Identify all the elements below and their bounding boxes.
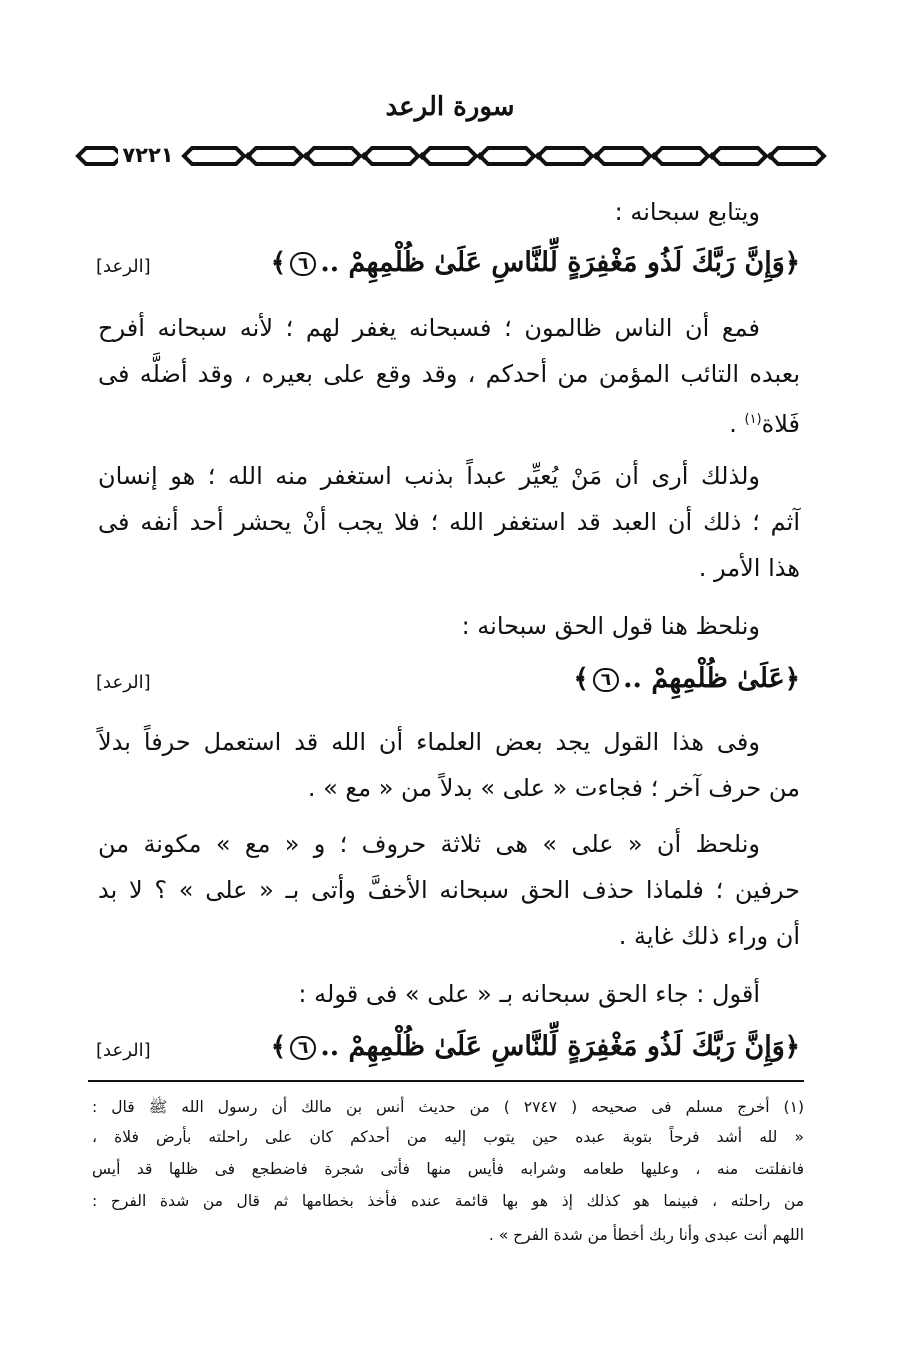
verse-open-bracket: ﴿ <box>784 1032 800 1062</box>
verse-open-bracket: ﴿ <box>784 664 800 694</box>
footnote-marker: (١) <box>744 412 762 427</box>
quran-verse-1 <box>271 246 800 280</box>
paragraph-line: أقول : جاء الحق سبحانه بـ « على » فى قوله : <box>298 980 760 1008</box>
paragraph-line: أن وراء ذلك غاية . <box>618 922 800 950</box>
verse-close-bracket: ﴾ <box>270 248 286 278</box>
verse-text: عَلَىٰ ظُلْمِهِمْ .. <box>623 663 785 694</box>
paragraph-line <box>98 404 800 440</box>
surah-reference: [الرعد] <box>96 256 151 277</box>
surah-header-title: سورة الرعد <box>385 92 515 122</box>
verse-text: وَإِنَّ رَبَّكَ لَذُو مَغْفِرَةٍ لِّلنَّاسِ عَلَىٰ ظُلْمِهِمْ .. <box>320 1031 785 1062</box>
paragraph-punct: . <box>729 410 745 438</box>
paragraph-line: حرفين ؛ فلماذا حذف الحق سبحانه الأخفَّ وأتى بـ « على » ؟ لا بد <box>98 876 800 904</box>
paragraph-word: فَلاة <box>761 410 800 438</box>
verse-text: وَإِنَّ رَبَّكَ لَذُو مَغْفِرَةٍ لِّلنَّاسِ عَلَىٰ ظُلْمِهِمْ .. <box>320 247 785 278</box>
surah-reference: [الرعد] <box>96 1040 151 1061</box>
paragraph-line: بعبده التائب المؤمن من أحدكم ، وقد وقع على بعيره ، وقد أضلَّه فى <box>98 360 800 388</box>
footnote-line: فانفلتت منه ، وعليها طعامه وشرابه فأيس منها فأتى شجرة فاضطجع فى ظلها قد أيس <box>92 1160 804 1178</box>
paragraph-line: فمع أن الناس ظالمون ؛ فسبحانه يغفر لهم ؛ لأنه سبحانه أفرح <box>98 314 760 342</box>
footnote-line: اللهم أنت عبدى وأنا ربك أخطأ من شدة الفرح » . <box>488 1226 804 1244</box>
paragraph-line: ولذلك أرى أن مَنْ يُعيِّر عبداً بذنب استغفر منه الله ؛ هو إنسان <box>98 462 760 490</box>
page-number: ٧٢٢١ <box>118 143 178 167</box>
verse-close-bracket: ﴾ <box>573 664 589 694</box>
verse-open-bracket: ﴿ <box>784 248 800 278</box>
paragraph-line: وفى هذا القول يجد بعض العلماء أن الله قد استعمل حرفاً بدلاً <box>98 728 760 756</box>
verse-number-badge: ٦ <box>290 252 316 276</box>
verse-number-badge: ٦ <box>593 668 619 692</box>
paragraph-line: من حرف آخر ؛ فجاءت « على » بدلاً من « مع » . <box>307 774 800 802</box>
paragraph-line: هذا الأمر . <box>698 554 800 582</box>
verse-number-badge: ٦ <box>290 1036 316 1060</box>
paragraph-line: آثم ؛ ذلك أن العبد قد استغفر الله ؛ فلا يجب أنْ يحشر أحد أنفه فى <box>98 508 800 536</box>
intro-line: ويتابع سبحانه : <box>614 198 760 226</box>
footnote-divider <box>88 1080 804 1082</box>
paragraph-line: ونلحظ أن « على » هى ثلاثة حروف ؛ و « مع » مكونة من <box>98 830 760 858</box>
ornament-chain-icon <box>72 142 834 170</box>
footnote-line: (١) أخرج مسلم فى صحيحه ( ٢٧٤٧ ) من حديث أنس بن مالك أن رسول الله ﷺ قال : <box>92 1098 805 1116</box>
header-ornament-border <box>72 142 834 170</box>
quran-verse-3 <box>271 1030 800 1064</box>
verse-close-bracket: ﴾ <box>270 1032 286 1062</box>
surah-reference: [الرعد] <box>96 672 151 693</box>
footnote-line: « لله أشد فرحاً بتوبة عبده حين يتوب إليه من أحدكم كان على راحلته بأرض فلاة ، <box>92 1128 804 1146</box>
footnote-line: من راحلته ، فبينما هو كذلك إذ هو بها قائمة عنده فأخذ بخطامها ثم قال من شدة الفرح : <box>92 1192 804 1210</box>
paragraph-line: ونلحظ هنا قول الحق سبحانه : <box>461 612 760 640</box>
quran-verse-2 <box>574 662 800 696</box>
